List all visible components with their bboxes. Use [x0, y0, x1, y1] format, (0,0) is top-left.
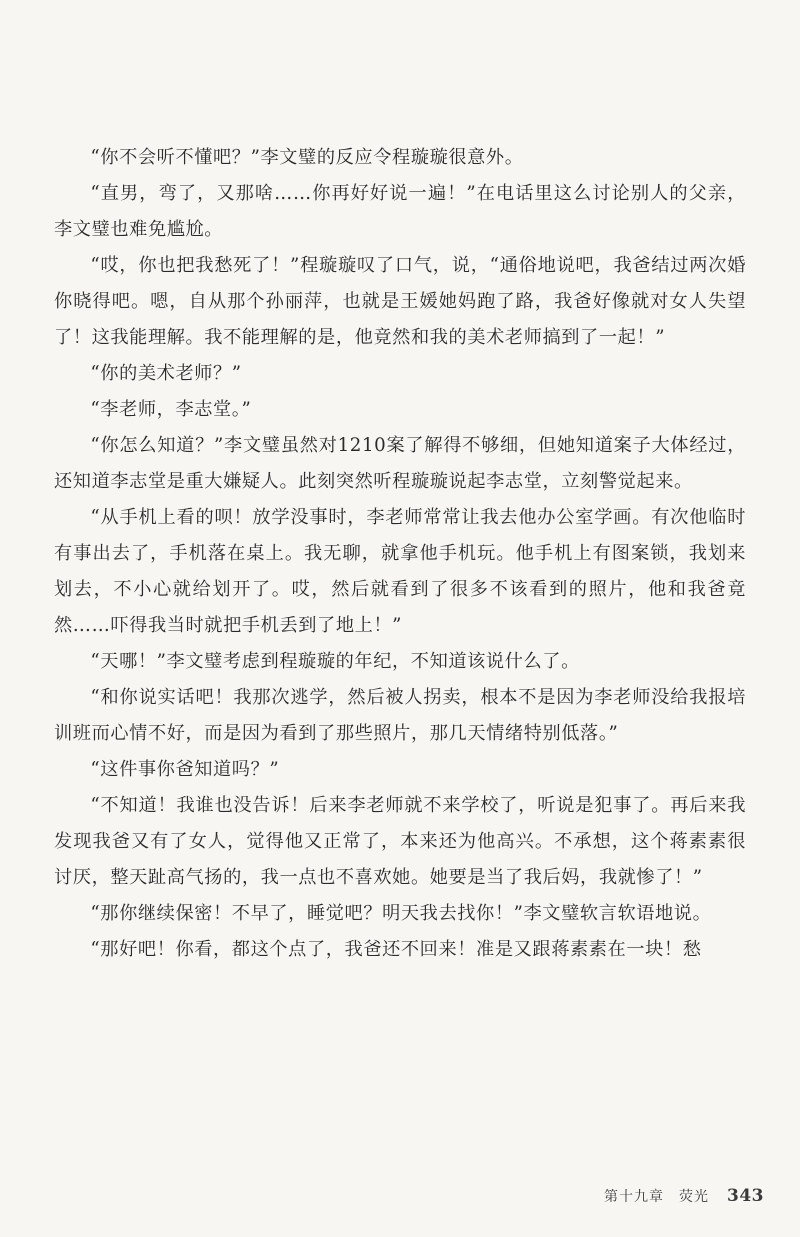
paragraph-9: “和你说实话吧！我那次逃学，然后被人拐卖，根本不是因为李老师没给我报培训班而心情不好，而是因为看到了那些照片，那几天情绪特别低落。”: [54, 687, 746, 744]
paragraph-8: “天哪！”李文璧考虑到程璇璇的年纪，不知道该说什么了。: [90, 651, 580, 672]
page-footer: [604, 1186, 764, 1210]
paragraph-1: “你不会听不懂吧？”李文璧的反应令程璇璇很意外。: [90, 147, 524, 168]
paragraph-3: “哎，你也把我愁死了！”程璇璇叹了口气，说，“通俗地说吧，我爸结过两次婚你晓得吧。嗯，自从那个孙丽萍，也就是王媛她妈跑了路，我爸好像就对女人失望了！这我能理解。我不能理解的是，他竟然和我的美术老师搞到了一起！”: [54, 255, 746, 348]
paragraph-10: “这件事你爸知道吗？”: [90, 759, 280, 780]
paragraph-6: “你怎么知道？”李文璧虽然对1210案了解得不够细，但她知道案子大体经过，还知道李志堂是重大嫌疑人。此刻突然听程璇璇说起李志堂，立刻警觉起来。: [54, 435, 746, 492]
paragraph-5: “李老师，李志堂。”: [90, 399, 252, 420]
page-number: 343: [727, 1186, 764, 1206]
paragraph-4: “你的美术老师？”: [90, 363, 242, 384]
running-footer-chapter: 第十九章 荧光: [604, 1189, 709, 1205]
paragraph-7: “从手机上看的呗！放学没事时，李老师常常让我去他办公室学画。有次他临时有事出去了，手机落在桌上。我无聊，就拿他手机玩。他手机上有图案锁，我划来划去，不小心就给划开了。哎，然后就看到了很多不该看到的照片，他和我爸竟然……吓得我当时就把手机丢到了地上！”: [54, 507, 746, 636]
book-page-body: [54, 140, 746, 968]
paragraph-13: “那好吧！你看，都这个点了，我爸还不回来！准是又跟蒋素素在一块！愁: [90, 939, 702, 960]
paragraph-12: “那你继续保密！不早了，睡觉吧？明天我去找你！”李文璧软言软语地说。: [90, 903, 712, 924]
paragraph-11: “不知道！我谁也没告诉！后来李老师就不来学校了，听说是犯事了。再后来我发现我爸又有了女人，觉得他又正常了，本来还为他高兴。不承想，这个蒋素素很讨厌，整天趾高气扬的，我一点也不喜欢她。她要是当了我后妈，我就惨了！”: [54, 795, 746, 888]
paragraph-2: “直男，弯了，又那啥……你再好好说一遍！”在电话里这么讨论别人的父亲，李文璧也难免尴尬。: [54, 183, 746, 240]
